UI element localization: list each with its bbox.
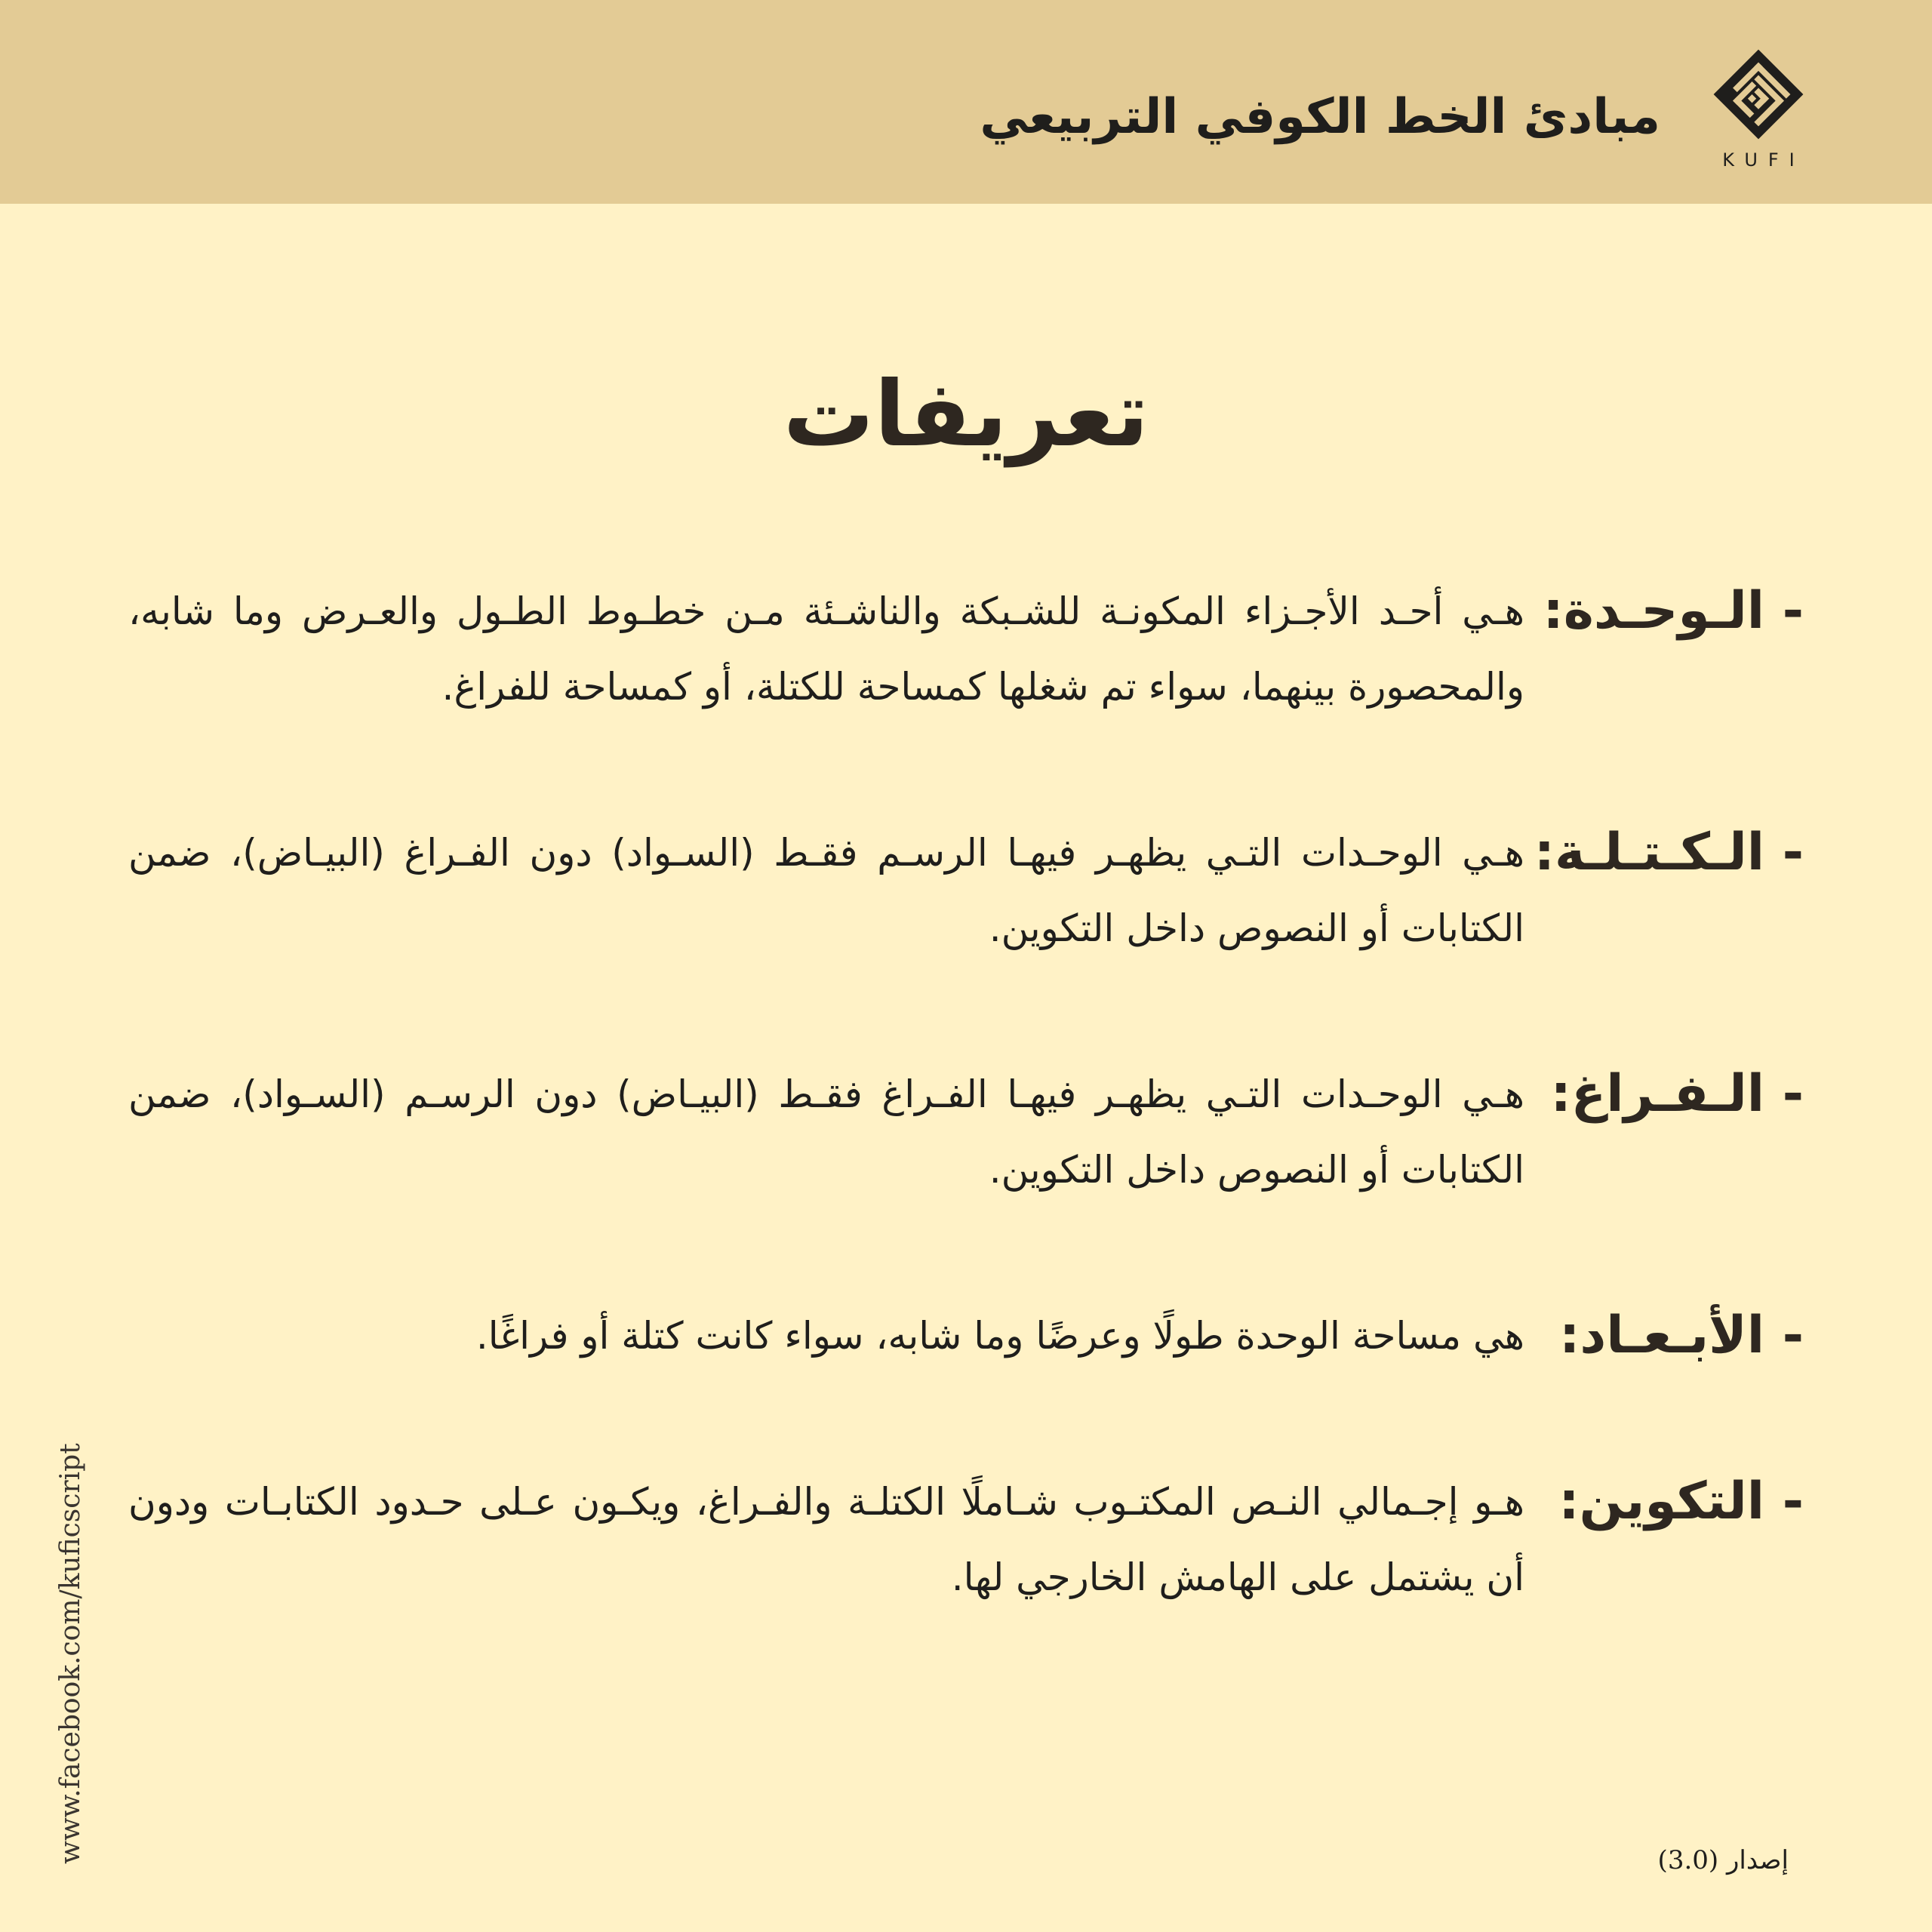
definition-text: هـو إجـمالي النـص المكتـوب شـاملًا الكتلـة والفـراغ، ويكـون عـلى حـدود الكتابـات ودون أن يشتمل على الهامش الخارجي لها. xyxy=(128,1480,1524,1599)
definition-term: - التكوين: xyxy=(1558,1472,1804,1531)
definition-term: - الـوحـدة: xyxy=(1543,581,1804,641)
definition-space xyxy=(128,1057,1804,1208)
logo-text: KUFI xyxy=(1722,149,1805,171)
definition-text: هـي الوحـدات التـي يظهـر فيهـا الرسـم فقـط (السـواد) دون الفـراغ (البيـاض)، ضمن الكتابات أو النصوص داخل التكوين. xyxy=(128,831,1524,950)
definition-term: - الأبـعـاد: xyxy=(1559,1306,1804,1365)
definition-text: هـي أحـد الأجـزاء المكونـة للشـبكة والناشـئة مـن خطـوط الطـول والعـرض وما شابه، والمحصورة بينهما، سواء تم شغلها كمساحة للكتلة، أو كمساحة للفراغ. xyxy=(128,589,1524,709)
page-title: تعريفات xyxy=(783,362,1149,467)
kufi-logo xyxy=(1698,45,1819,177)
definition-mass xyxy=(128,815,1804,966)
header-band xyxy=(0,0,1932,204)
version-label: إصدار (3.0) xyxy=(1657,1845,1789,1875)
definition-dimensions xyxy=(128,1298,1804,1374)
definition-text: هي مساحة الوحدة طولًا وعرضًا وما شابه، سواء كانت كتلة أو فراغًا. xyxy=(475,1314,1524,1358)
definition-text: هـي الوحـدات التـي يظهـر فيهـا الفـراغ فقـط (البيـاض) دون الرسـم (السـواد)، ضمن الكتابات أو النصوص داخل التكوين. xyxy=(128,1072,1524,1192)
definition-term: - الـفـراغ: xyxy=(1550,1064,1804,1124)
definition-composition xyxy=(128,1464,1804,1615)
definition-term: - الـكـتـلـة: xyxy=(1534,823,1804,882)
header-title: مبادئ الخط الكوفي التربيعي xyxy=(980,89,1660,145)
kufi-square-logo-icon xyxy=(1698,45,1819,143)
facebook-url: www.facebook.com/kuficscript xyxy=(55,1443,86,1864)
definition-unit xyxy=(128,574,1804,724)
